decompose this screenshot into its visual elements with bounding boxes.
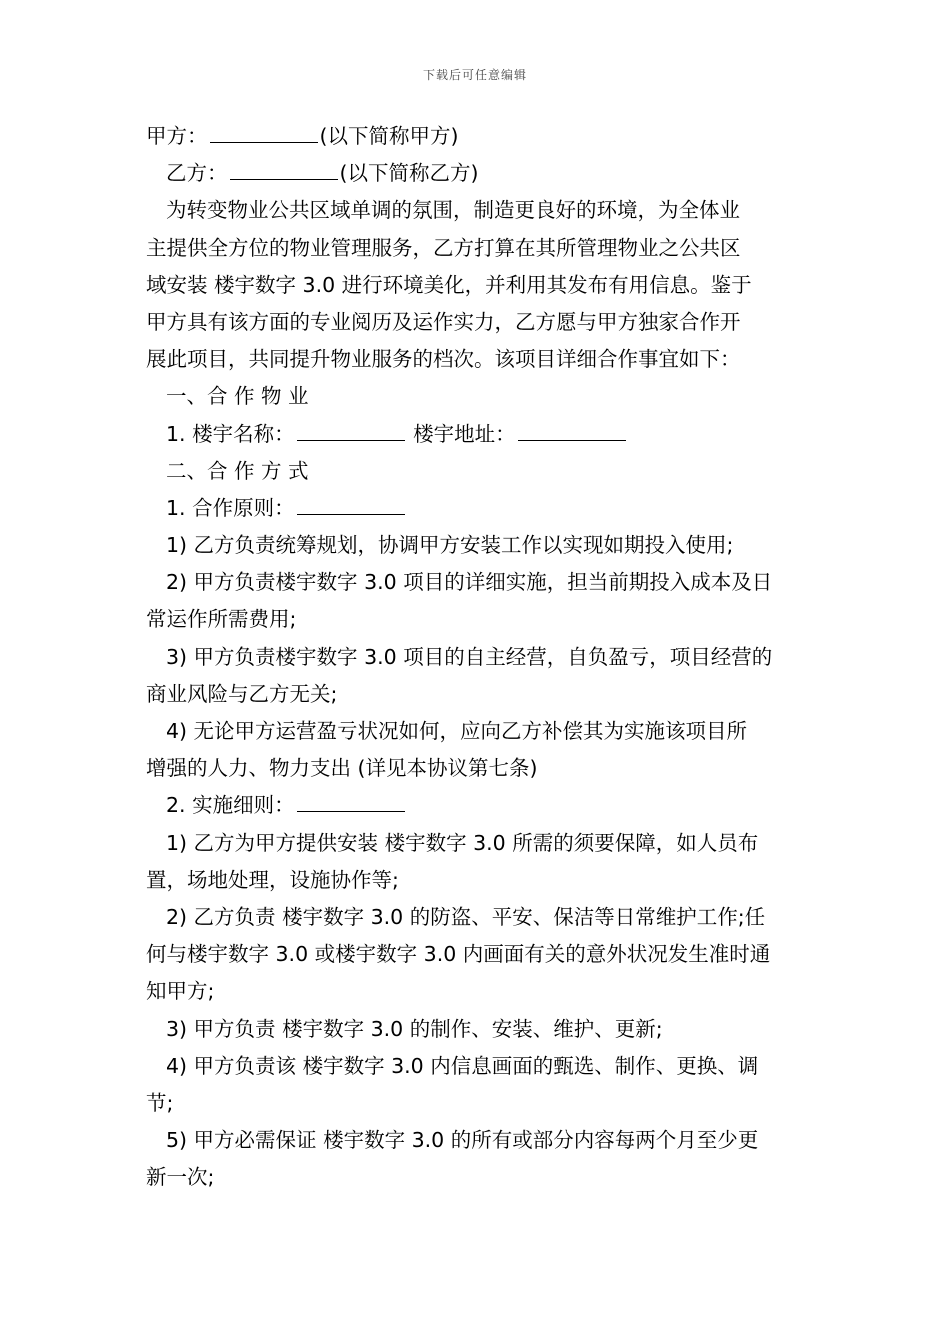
- rules-label: 2. 实施细则：: [166, 793, 295, 818]
- building-name-blank: [297, 420, 405, 441]
- party-a-label: 甲方：: [146, 124, 208, 148]
- building-info-line: [146, 416, 808, 453]
- intro-line-1: 为转变物业公共区域单调的氛围，制造更良好的环境，为全体业: [166, 198, 740, 223]
- rules-line: [146, 787, 808, 824]
- principle-line: [146, 490, 808, 527]
- rule-item-4-line-2: 节;: [146, 1090, 174, 1115]
- rule-item-1-line-2: 置，场地处理，设施协作等;: [146, 867, 399, 892]
- rules-blank: [297, 791, 405, 812]
- intro-line-5: 展此项目，共同提升物业服务的档次。该项目详细合作事宜如下：: [146, 347, 741, 372]
- rule-item-4-line-1: 4) 甲方负责该 楼宇数字 3.0 内信息画面的甄选、制作、更换、调: [166, 1053, 759, 1078]
- document-body: [146, 118, 808, 1196]
- party-b-line: [146, 155, 808, 192]
- rule-item-2-line-1: 2) 乙方负责 楼宇数字 3.0 的防盗、平安、保洁等日常维护工作;任: [166, 904, 766, 929]
- party-b-blank: [230, 159, 338, 180]
- principle-item-4-line-1: 4) 无论甲方运营盈亏状况如何，应向乙方补偿其为实施该项目所: [166, 719, 748, 743]
- principle-item-2-line-1: 2) 甲方负责楼宇数字 3.0 项目的详细实施，担当前期投入成本及日: [166, 570, 773, 595]
- page-header: 下载后可任意编辑: [422, 68, 527, 82]
- rule-item-2-line-2: 何与楼宇数字 3.0 或楼宇数字 3.0 内画面有关的意外状况发生准时通: [146, 942, 771, 967]
- party-b-label: 乙方：: [166, 161, 228, 186]
- section-1-heading: 一、合 作 物 业: [166, 384, 309, 409]
- party-b-note: (以下简称乙方): [339, 161, 479, 186]
- building-address-blank: [518, 420, 626, 441]
- building-name-label: 1. 楼宇名称：: [166, 421, 295, 446]
- principle-item-3-line-1: 3) 甲方负责楼宇数字 3.0 项目的自主经营，自负盈亏，项目经营的: [166, 644, 773, 669]
- section-2-heading: 二、合 作 方 式: [166, 458, 309, 483]
- principle-label: 1. 合作原则：: [166, 495, 295, 520]
- building-address-label: 楼宇地址：: [413, 421, 516, 446]
- party-a-blank: [210, 122, 318, 143]
- principle-blank: [297, 494, 405, 515]
- rule-item-5-line-2: 新一次;: [146, 1165, 215, 1190]
- rule-item-2-line-3: 知甲方;: [146, 979, 215, 1004]
- party-a-line: [146, 118, 808, 155]
- principle-item-1: 1) 乙方负责统筹规划，协调甲方安装工作以实现如期投入使用;: [166, 533, 734, 558]
- rule-item-5-line-1: 5) 甲方必需保证 楼宇数字 3.0 的所有或部分内容每两个月至少更: [166, 1128, 759, 1153]
- principle-item-3-line-2: 商业风险与乙方无关;: [146, 681, 338, 706]
- intro-line-4: 甲方具有该方面的专业阅历及运作实力，乙方愿与甲方独家合作开: [146, 309, 741, 334]
- rule-item-3: 3) 甲方负责 楼宇数字 3.0 的制作、安装、维护、更新;: [166, 1016, 663, 1041]
- principle-item-2-line-2: 常运作所需费用;: [146, 607, 297, 632]
- intro-line-2: 主提供全方位的物业管理服务，乙方打算在其所管理物业之公共区: [146, 235, 741, 260]
- rule-item-1-line-1: 1) 乙方为甲方提供安装 楼宇数字 3.0 所需的须要保障，如人员布: [166, 830, 759, 855]
- principle-item-4-line-2: 增强的人力、物力支出 (详见本协议第七条): [146, 756, 538, 781]
- party-a-note: (以下简称甲方): [319, 124, 459, 148]
- intro-line-3: 域安装 楼宇数字 3.0 进行环境美化，并利用其发布有用信息。鉴于: [146, 272, 752, 297]
